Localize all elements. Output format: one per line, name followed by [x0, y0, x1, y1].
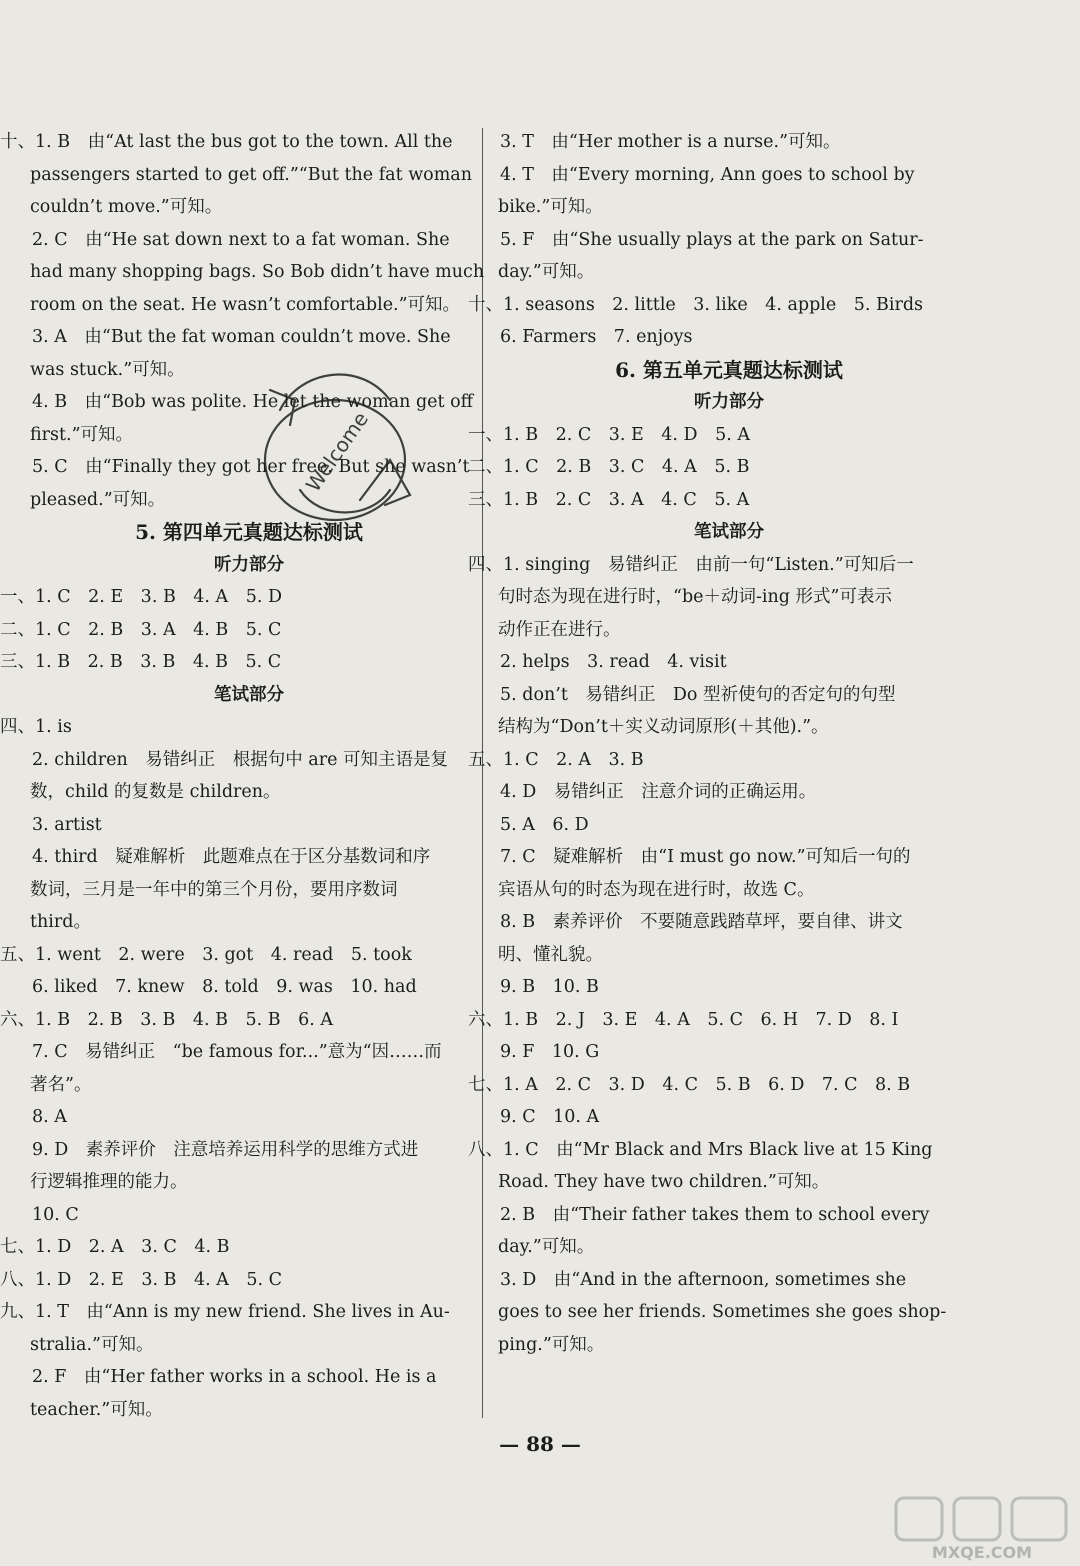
answer-line: 5. don’t 易错纠正 Do 型祈使句的否定句的句型: [500, 684, 896, 705]
answer-line: 二、1. C 2. B 3. A 4. B 5. C: [0, 619, 282, 640]
answer-line: bike.”可知。: [498, 197, 603, 217]
answer-line: 四、1. singing 易错纠正 由前一句“Listen.”可知后一: [468, 554, 914, 575]
section-heading: 笔试部分: [214, 684, 284, 705]
answer-line: teacher.”可知。: [30, 1399, 163, 1420]
answer-line: 5. C 由“Finally they got her free. But she wasn’t: [32, 457, 470, 477]
answer-line: 8. B 素养评价 不要随意践踏草坪，要自律、讲文: [500, 912, 903, 932]
answer-line: third。: [30, 912, 91, 932]
answer-line: 三、1. B 2. C 3. A 4. C 5. A: [468, 489, 750, 510]
answer-line: 著名”。: [30, 1074, 92, 1095]
answer-line: 3. D 由“And in the afternoon, sometimes she: [500, 1269, 907, 1290]
answer-line: day.”可知。: [498, 1237, 595, 1257]
answer-line: 3. artist: [32, 814, 102, 835]
answer-line: pleased.”可知。: [30, 489, 166, 510]
answer-line: 九、1. T 由“Ann is my new friend. She lives in Au-: [0, 1302, 450, 1322]
answer-line: 宾语从句的时态为现在进行时，故选 C。: [498, 879, 815, 900]
answer-line: ping.”可知。: [498, 1334, 605, 1355]
watermark-logo: [892, 1494, 1072, 1562]
section-heading: 6. 第五单元真题达标测试: [615, 357, 843, 382]
scribble-text: Welcome: [300, 407, 374, 497]
answer-line: 三、1. B 2. B 3. B 4. B 5. C: [0, 652, 282, 672]
answer-line: 2. helps 3. read 4. visit: [500, 652, 727, 672]
answer-line: 4. third 疑难解析 此题难点在于区分基数词和序: [32, 847, 431, 867]
answer-line: 十、1. B 由“At last the bus got to the town. All the: [0, 132, 453, 152]
answer-line: 5. F 由“She usually plays at the park on Satur-: [500, 229, 924, 250]
answer-line: 2. children 易错纠正 根据句中 are 可知主语是复: [32, 749, 448, 770]
answer-line: 2. C 由“He sat down next to a fat woman. She: [32, 229, 450, 250]
answer-line: 3. T 由“Her mother is a nurse.”可知。: [500, 132, 841, 152]
answer-line: first.”可知。: [30, 424, 134, 445]
answer-line: 明、懂礼貌。: [498, 944, 603, 965]
answer-line: 八、1. C 由“Mr Black and Mrs Black live at 15 King: [468, 1139, 933, 1160]
answer-line: was stuck.”可知。: [30, 359, 185, 380]
answer-line: 七、1. D 2. A 3. C 4. B: [0, 1237, 230, 1257]
section-heading: 听力部分: [694, 392, 764, 412]
answer-line: stralia.”可知。: [30, 1334, 154, 1355]
answer-line: 八、1. D 2. E 3. B 4. A 5. C: [0, 1269, 282, 1290]
answer-line: 动作正在进行。: [498, 619, 621, 640]
answer-line: 9. F 10. G: [500, 1042, 600, 1062]
answer-line: 数词，三月是一年中的第三个月份，要用序数词: [30, 879, 398, 900]
answer-line: 2. B 由“Their father takes them to school every: [500, 1204, 930, 1225]
answer-line: passengers started to get off.”“But the fat woman: [30, 164, 473, 185]
answer-line: 一、1. C 2. E 3. B 4. A 5. D: [0, 587, 282, 607]
answer-line: goes to see her friends. Sometimes she goes shop-: [498, 1302, 947, 1322]
section-heading: 听力部分: [214, 554, 284, 575]
page-number: — 88 —: [499, 1432, 581, 1456]
answer-line: 6. Farmers 7. enjoys: [500, 327, 693, 347]
answer-line: 七、1. A 2. C 3. D 4. C 5. B 6. D 7. C 8. B: [468, 1074, 911, 1095]
answer-line: 结构为“Don’t＋实义动词原形(＋其他).”。: [498, 717, 829, 737]
answer-line: 五、1. went 2. were 3. got 4. read 5. took: [0, 944, 412, 965]
answer-line: 4. B 由“Bob was polite. He let the woman get off: [32, 392, 474, 412]
answer-line: 四、1. is: [0, 717, 72, 737]
answer-line: 二、1. C 2. B 3. C 4. A 5. B: [468, 457, 750, 477]
answer-line: couldn’t move.”可知。: [30, 197, 223, 217]
answer-line: 7. C 易错纠正 “be famous for...”意为“因……而: [32, 1042, 442, 1062]
answer-line: 7. C 疑难解析 由“I must go now.”可知后一句的: [500, 847, 911, 867]
watermark-text: MXQE.COM: [931, 1543, 1033, 1562]
handwritten-scribble: [240, 350, 440, 550]
answer-line: room on the seat. He wasn’t comfortable.”可知。: [30, 294, 461, 315]
answer-line: 3. A 由“But the fat woman couldn’t move. She: [32, 327, 451, 347]
answer-line: day.”可知。: [498, 262, 595, 282]
answer-line: 一、1. B 2. C 3. E 4. D 5. A: [468, 424, 750, 445]
answer-line: 8. A: [32, 1107, 67, 1127]
answer-line: 9. B 10. B: [500, 977, 599, 997]
section-heading: 笔试部分: [694, 522, 764, 542]
answer-line: 9. C 10. A: [500, 1107, 600, 1127]
answer-line: 9. D 素养评价 注意培养运用科学的思维方式进: [32, 1139, 419, 1160]
answer-line: 2. F 由“Her father works in a school. He is a: [32, 1367, 437, 1387]
answer-line: 句时态为现在进行时，“be＋动词-ing 形式”可表示: [498, 587, 892, 607]
answer-line: 行逻辑推理的能力。: [30, 1172, 188, 1192]
answer-line: 4. T 由“Every morning, Ann goes to school by: [500, 164, 915, 185]
right-column: [468, 126, 960, 1361]
answer-line: 4. D 易错纠正 注意介词的正确运用。: [500, 782, 817, 802]
answer-line: 六、1. B 2. J 3. E 4. A 5. C 6. H 7. D 8. I: [468, 1009, 899, 1030]
answer-line: 六、1. B 2. B 3. B 4. B 5. B 6. A: [0, 1009, 333, 1030]
section-heading: 5. 第四单元真题达标测试: [135, 520, 363, 544]
answer-line: 数，child 的复数是 children。: [30, 782, 281, 802]
answer-line: 10. C: [32, 1204, 79, 1225]
answer-line: had many shopping bags. So Bob didn’t have much: [30, 262, 485, 282]
answer-line: 6. liked 7. knew 8. told 9. was 10. had: [32, 977, 417, 997]
answer-line: Road. They have two children.”可知。: [498, 1172, 830, 1192]
answer-line: 五、1. C 2. A 3. B: [468, 749, 644, 770]
left-column: [0, 126, 485, 1426]
answer-line: 十、1. seasons 2. little 3. like 4. apple 5. Birds: [468, 294, 923, 315]
answer-line: 5. A 6. D: [500, 814, 589, 835]
